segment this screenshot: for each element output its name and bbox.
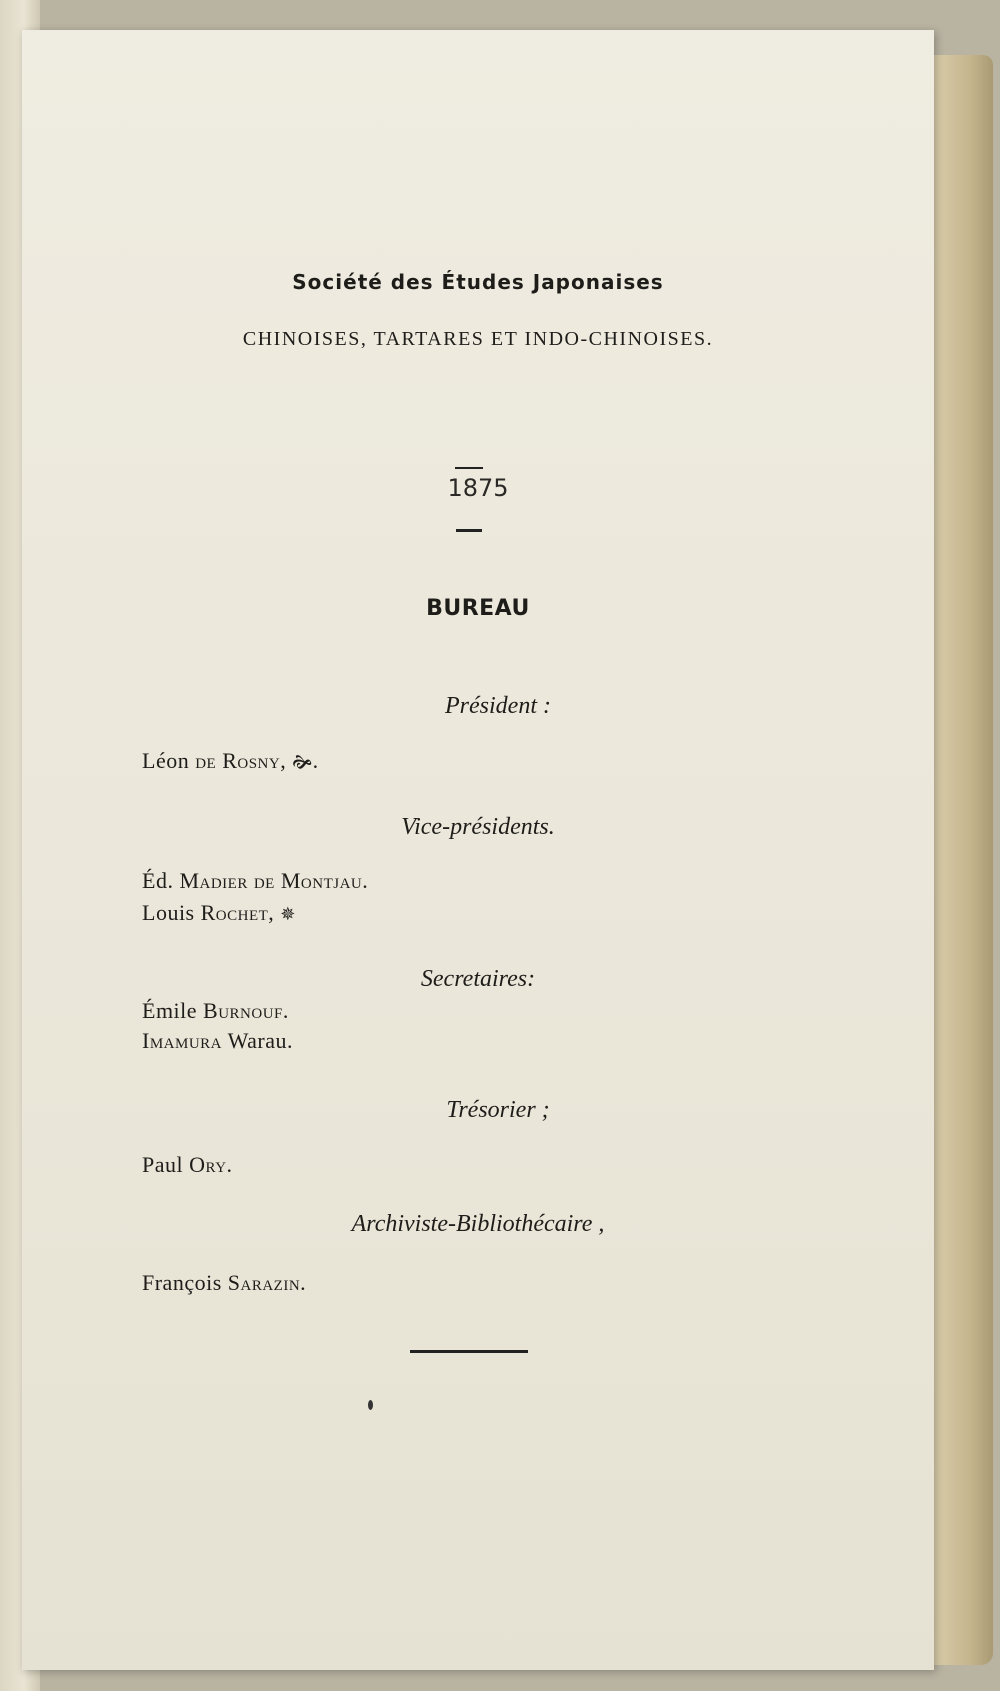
member-first-name: Imamura <box>142 1028 223 1053</box>
member-suffix: . <box>282 998 289 1023</box>
bureau-heading: BUREAU <box>426 596 530 621</box>
role-president: Président : <box>445 693 551 719</box>
role-vice-presidents: Vice-présidents. <box>401 814 555 840</box>
role-secretaries: Secretaires: <box>420 966 536 992</box>
society-title: Société des Études Japonaises <box>292 270 664 294</box>
member-last-name: Ory <box>189 1152 227 1177</box>
member-vice-president-2 <box>142 900 296 926</box>
star-decoration-icon: ✵ <box>280 904 296 925</box>
member-last-name: de Rosny <box>195 748 281 773</box>
member-last-name: Warau <box>227 1028 287 1053</box>
society-subtitle: CHINOISES, TARTARES ET INDO-CHINOISES. <box>242 328 714 350</box>
member-suffix: , <box>268 900 275 925</box>
year: 1875 <box>447 474 509 502</box>
member-archivist-librarian <box>142 1270 306 1296</box>
closing-rule <box>410 1350 528 1353</box>
member-vice-president-1 <box>142 868 368 894</box>
member-last-name: Sarazin <box>227 1270 301 1295</box>
role-archivist-librarian: Archiviste-Bibliothécaire , <box>351 1211 605 1237</box>
member-last-name: Madier de Montjau <box>179 868 363 893</box>
member-last-name: Burnouf <box>203 998 283 1023</box>
member-first-name: François <box>142 1270 222 1295</box>
member-first-name: Éd. <box>142 868 174 893</box>
member-end: . <box>312 748 319 773</box>
member-suffix: . <box>300 1270 307 1295</box>
rule-below-year <box>456 529 482 532</box>
ink-speck <box>368 1400 373 1410</box>
member-secretary-1 <box>142 998 289 1024</box>
member-first-name: Paul <box>142 1152 184 1177</box>
role-treasurer: Trésorier ; <box>446 1097 550 1123</box>
book-page <box>22 30 934 1670</box>
rule-above-year <box>455 467 483 469</box>
member-secretary-2 <box>142 1028 293 1054</box>
laurel-icon: 🙞 <box>292 752 313 773</box>
member-first-name: Léon <box>142 748 190 773</box>
member-president <box>142 748 319 780</box>
member-first-name: Louis <box>142 900 195 925</box>
member-treasurer <box>142 1152 233 1178</box>
member-suffix: . <box>226 1152 233 1177</box>
member-suffix: , <box>280 748 287 773</box>
member-suffix: . <box>286 1028 293 1053</box>
member-last-name: Rochet <box>200 900 269 925</box>
member-first-name: Émile <box>142 998 198 1023</box>
member-suffix: . <box>362 868 369 893</box>
